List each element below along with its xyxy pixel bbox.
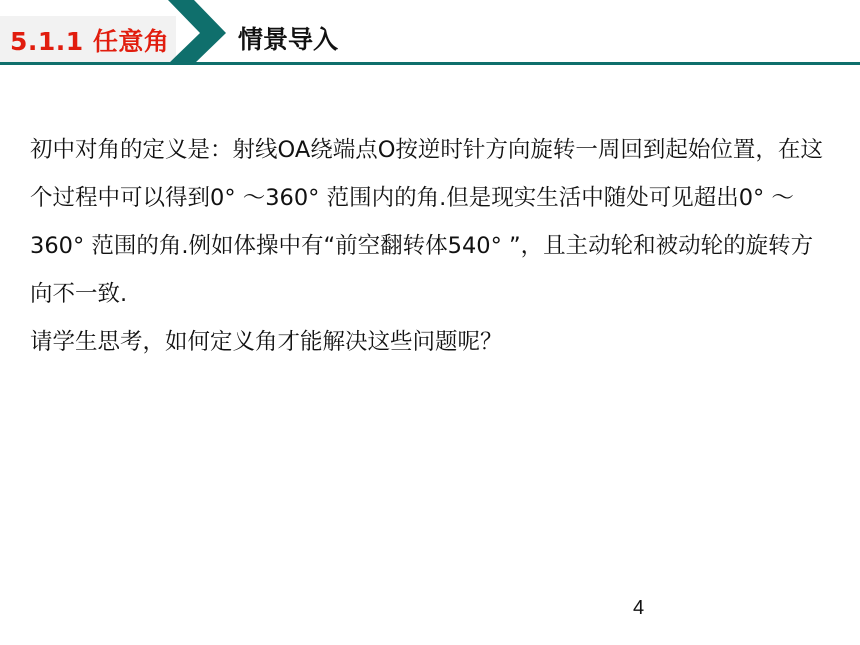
chevron-right-icon xyxy=(168,0,238,66)
slide-header xyxy=(0,0,860,66)
body-paragraph: 初中对角的定义是：射线OA绕端点O按逆时针方向旋转一周回到起始位置，在这个过程中可以得到0° ～360° 范围内的角.但是现实生活中随处可见超出0° ～360° 范围的角.例如体操中有“前空翻转体540° ”，且主动轮和被动轮的旋转方向不一致. xyxy=(30,137,823,307)
slide-title: 5.1.1 任意角 xyxy=(10,27,170,56)
body-question: 请学生思考，如何定义角才能解决这些问题呢？ xyxy=(30,329,503,355)
page-number: 4 xyxy=(633,597,645,619)
header-divider xyxy=(0,62,860,65)
slide-body xyxy=(30,126,835,366)
section-label: 情景导入 xyxy=(238,25,339,54)
